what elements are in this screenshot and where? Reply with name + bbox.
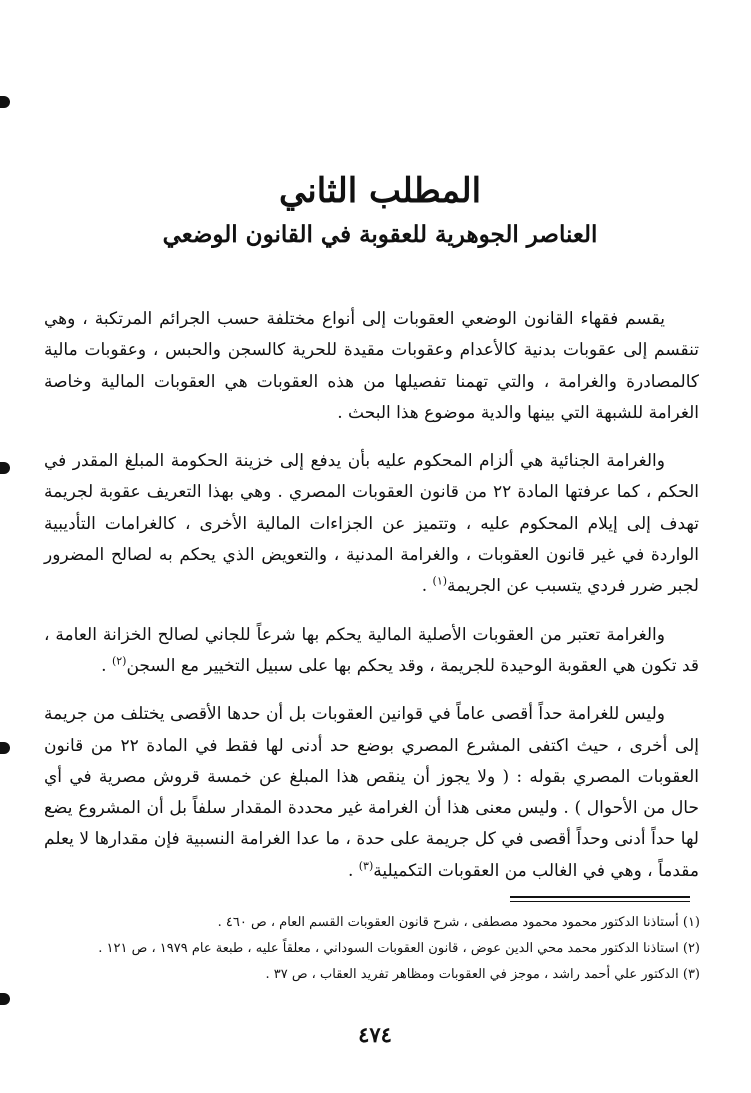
paragraph [44, 446, 699, 602]
paragraph [44, 699, 699, 887]
paragraph-tail: . [347, 860, 359, 881]
body-text [44, 304, 699, 904]
page-number: ٤٧٤ [358, 1022, 392, 1047]
paragraph-tail: . [421, 576, 433, 597]
binding-mark [0, 993, 10, 1005]
paragraph-tail: . [101, 655, 112, 676]
footnote-reference[interactable]: (٢) [111, 654, 127, 668]
paragraph-text: يقسم فقهاء القانون الوضعي العقوبات إلى أنواع مختلفة حسب الجرائم المرتكبة ، وهي تنقسم إلى عقوبات بدنية كالأعدام وعقوبات مقيدة للحرية كالسجن والحبس ، وعقوبات مالية كالمصادرة والغرامة ، والتي تهمنا تفصيلها من هذه العقوبات هي العقوبات المالية وخاصة الغرامة للشبهة التي بينها والدية موضوع هذا البحث . [44, 309, 699, 423]
footnote-item: (١) أستاذنا الدكتور محمود محمود مصطفى ، شرح قانون العقوبات القسم العام ، ص ٤٦٠ . [217, 915, 700, 930]
binding-mark [0, 742, 10, 754]
footnote-divider [510, 896, 690, 898]
paragraph-text: والغرامة تعتبر من العقوبات الأصلية المالية يحكم بها شرعاً للجاني لصالح الخزانة العامة ، قد تكون هي العقوبة الوحيدة للجريمة ، وقد يحكم بها على سبيل التخيير مع السجن [44, 624, 699, 676]
footnotes [60, 910, 700, 988]
footnote-reference[interactable]: (٣) [358, 859, 374, 873]
binding-mark [0, 462, 10, 474]
paragraph-text: والغرامة الجنائية هي ألزام المحكوم عليه بأن يدفع إلى خزينة الحكومة المبلغ المقدر في الحكم ، كما عرفتها المادة ٢٢ من قانون العقوبات المصري . وهي بهذا التعريف عقوبة لجريمة تهدف إلى إيلام المحكوم عليه ، وتتميز عن الجزاءات المالية الأخرى ، كالغرامات التأديبية الواردة في غير قانون العقوبات ، والغرامة المدنية ، والتعويض الذي يحكم به لصالح المضرور لجبر ضرر فردي يتسبب عن الجريمة [44, 451, 699, 597]
footnote-reference[interactable]: (١) [432, 574, 448, 588]
footnote-item: (٢) استاذنا الدكتور محمد محي الدين عوض ، قانون العقوبات السوداني ، معلقاً عليه ، طبعة عام ١٩٧٩ ، ص ١٢١ . [98, 941, 700, 956]
section-title: المطلب الثاني [278, 171, 482, 211]
paragraph [44, 620, 699, 683]
paragraph-text: وليس للغرامة حداً أقصى عاماً في قوانين العقوبات بل أن حدها الأقصى يختلف من جريمة إلى أخرى ، حيث اكتفى المشرع المصري بوضع حد أدنى لها فقط في المادة ٢٢ من قانون العقوبات المصري بقوله : ( ولا يجوز أن ينقص هذا المبلغ عن خمسة قروش مصرية في أي حال من الأحوال ) . وليس معنى هذا أن الغرامة غير محددة المقدار سلفاً بل أن المشروع يضع لها حداً أدنى وحداً أقصى في كل جريمة على حدة ، ما عدا الغرامة النسبية فإن مقدارها لا يعلم مقدماً ، وهي في الغالب من العقوبات التكميلية [44, 704, 699, 881]
footnote-item: (٣) الدكتور علي أحمد راشد ، موجز في العقوبات ومظاهر تفريد العقاب ، ص ٣٧ . [265, 967, 700, 982]
section-subtitle: العناصر الجوهرية للعقوبة في القانون الوضعي [162, 221, 598, 248]
footnote-divider [510, 901, 690, 902]
binding-mark [0, 96, 10, 108]
paragraph [44, 304, 699, 429]
